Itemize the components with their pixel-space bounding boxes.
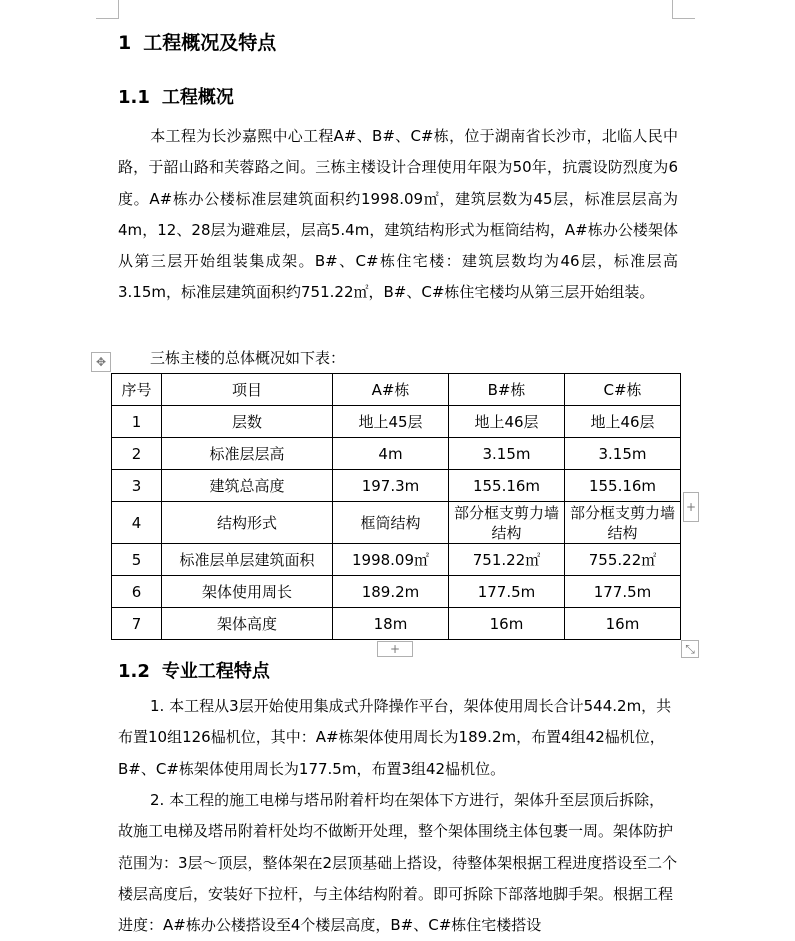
table-cell: 标准层单层建筑面积 [162, 544, 333, 576]
table-cell: 189.2m [333, 576, 449, 608]
table-move-handle-icon[interactable]: ✥ [91, 352, 111, 372]
table-cell: 部分框支剪力墙结构 [449, 502, 565, 544]
table-cell: 结构形式 [162, 502, 333, 544]
table-row [112, 544, 681, 576]
feature-paragraph-2 [118, 785, 678, 941]
table-cell: 755.22㎡ [565, 544, 681, 576]
table-cell: 部分框支剪力墙结构 [565, 502, 681, 544]
table-cell: 架体使用周长 [162, 576, 333, 608]
table-cell: 16m [449, 608, 565, 640]
table-cell: 3.15m [449, 438, 565, 470]
table-cell: 3.15m [565, 438, 681, 470]
heading-1-number: 1 [118, 32, 132, 54]
table-cell: 18m [333, 608, 449, 640]
table-cell: 177.5m [565, 576, 681, 608]
table-cell: 177.5m [449, 576, 565, 608]
add-row-handle-icon[interactable]: + [377, 641, 413, 657]
table-cell: 16m [565, 608, 681, 640]
heading-1-title: 工程概况及特点 [143, 32, 277, 54]
feature-paragraph-1 [118, 691, 678, 785]
table-cell: 1998.09㎡ [333, 544, 449, 576]
page-corner-mark-right [672, 0, 695, 19]
table-cell: 地上46层 [565, 406, 681, 438]
heading-1-1-title: 工程概况 [161, 87, 234, 108]
table-cell: 5 [112, 544, 162, 576]
heading-1 [118, 28, 276, 55]
heading-1-1 [118, 83, 234, 109]
overview-text: 本工程为长沙嘉熙中心工程A#、B#、C#栋，位于湖南省长沙市，北临人民中路，于韶山路和芙蓉路之间。三栋主楼设计合理使用年限为50年，抗震设防烈度为6度。A#栋办公楼标准层建筑面积约1998.09㎡，建筑层数为45层，标准层层高为4m，12、28层为避难层，层高5.4m，建筑结构形式为框筒结构，A#栋办公楼架体从第三层开始组装集成架。B#、C#栋住宅楼：建筑层数均为46层，标准层高3.15m，标准层建筑面积约751.22㎡，B#、C#栋住宅楼均从第三层开始组装。 [118, 127, 678, 302]
table-cell: 4 [112, 502, 162, 544]
table-row [112, 502, 681, 544]
table-cell: 7 [112, 608, 162, 640]
heading-1-1-number: 1.1 [118, 87, 150, 108]
table-row [112, 406, 681, 438]
table-cell: 4m [333, 438, 449, 470]
table-cell: 155.16m [565, 470, 681, 502]
table-cell: 155.16m [449, 470, 565, 502]
table-row [112, 608, 681, 640]
table-cell: 架体高度 [162, 608, 333, 640]
table-cell: 地上46层 [449, 406, 565, 438]
table-header-row [112, 374, 681, 406]
table-header-cell: B#栋 [449, 374, 565, 406]
table-row [112, 470, 681, 502]
table-cell: 3 [112, 470, 162, 502]
table-row [112, 576, 681, 608]
table-header-cell: 项目 [162, 374, 333, 406]
feature-text-2: 2. 本工程的施工电梯与塔吊附着杆均在架体下方进行，架体升至层顶后拆除，故施工电梯及塔吊附着杆处均不做断开处理，整个架体围绕主体包裹一周。架体防护范围为：3层～顶层，整体架在2层顶基础上搭设，待整体架根据工程进度搭设至二个楼层高度后，安装好下拉杆，与主体结构附着。即可拆除下部落地脚手架。根据工程进度：A#栋办公楼搭设至4个楼层高度，B#、C#栋住宅楼搭设 [118, 791, 678, 935]
table-cell: 框筒结构 [333, 502, 449, 544]
heading-1-2-number: 1.2 [118, 661, 150, 682]
feature-text-1: 1. 本工程从3层开始使用集成式升降操作平台，架体使用周长合计544.2m，共布置10组126榀机位，其中：A#栋架体使用周长为189.2m，布置4组42榀机位，B#、C#栋架体使用周长为177.5m，布置3组42榀机位。 [118, 697, 672, 778]
table-cell: 197.3m [333, 470, 449, 502]
heading-1-2 [118, 657, 270, 683]
heading-1-2-title: 专业工程特点 [161, 661, 270, 682]
table-resize-handle-icon[interactable]: ⤡ [681, 640, 699, 658]
table-cell: 地上45层 [333, 406, 449, 438]
table-header-cell: A#栋 [333, 374, 449, 406]
overview-paragraph [118, 121, 678, 309]
table-cell: 751.22㎡ [449, 544, 565, 576]
table-row [112, 438, 681, 470]
page-corner-mark-left [96, 0, 119, 19]
overview-table [111, 373, 681, 640]
table-cell: 1 [112, 406, 162, 438]
table-cell: 层数 [162, 406, 333, 438]
table-header-cell: 序号 [112, 374, 162, 406]
table-cell: 标准层层高 [162, 438, 333, 470]
table-cell: 2 [112, 438, 162, 470]
table-intro: 三栋主楼的总体概况如下表： [150, 349, 346, 367]
table-cell: 6 [112, 576, 162, 608]
add-column-handle-icon[interactable]: + [683, 492, 699, 522]
table-header-cell: C#栋 [565, 374, 681, 406]
table-cell: 建筑总高度 [162, 470, 333, 502]
